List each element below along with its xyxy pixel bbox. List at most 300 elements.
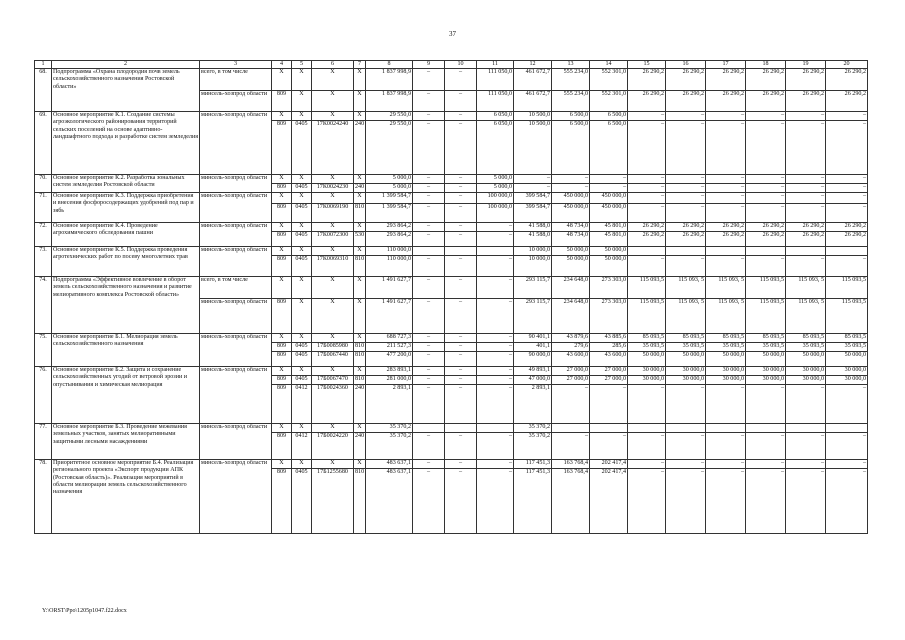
- value-cell: 0405: [292, 352, 312, 367]
- value-cell: 115 093,5: [628, 277, 666, 299]
- value-cell: –: [706, 385, 746, 424]
- value-cell: –: [445, 175, 477, 184]
- value-cell: 163 768,4: [552, 460, 590, 469]
- value-cell: –: [706, 112, 746, 121]
- value-cell: [826, 247, 868, 256]
- value-cell: –: [666, 175, 706, 184]
- value-cell: 0405: [292, 184, 312, 193]
- value-cell: 26 290,2: [746, 232, 786, 247]
- value-cell: 809: [272, 91, 292, 112]
- value-cell: –: [746, 204, 786, 223]
- value-cell: 50 000,0: [628, 352, 666, 367]
- value-cell: –: [445, 277, 477, 299]
- table-row: [35, 460, 868, 469]
- value-cell: 0412: [292, 385, 312, 424]
- value-cell: –: [413, 184, 445, 193]
- measure-name-cell: Основное мероприятие Б.2. Защита и сохранение сельскохозяйственных угодий от ветровой эрозии и опустынивания и химическая мелиорация: [52, 367, 200, 424]
- value-cell: –: [746, 469, 786, 534]
- value-cell: 45 801,0: [590, 232, 628, 247]
- value-cell: 810: [354, 352, 366, 367]
- value-cell: –: [413, 277, 445, 299]
- value-cell: 0405: [292, 121, 312, 175]
- value-cell: –: [413, 256, 445, 277]
- value-cell: 1 399 584,7: [366, 193, 413, 204]
- value-cell: –: [786, 433, 826, 460]
- value-cell: –: [826, 385, 868, 424]
- value-cell: –: [706, 256, 746, 277]
- value-cell: –: [413, 112, 445, 121]
- value-cell: 115 093,5: [746, 299, 786, 334]
- value-cell: 1 491 627,7: [366, 277, 413, 299]
- value-cell: –: [413, 121, 445, 175]
- value-cell: 117 451,3: [514, 469, 552, 534]
- column-header: 17: [706, 61, 746, 69]
- value-cell: –: [413, 223, 445, 232]
- column-header: 5: [292, 61, 312, 69]
- value-cell: 234 648,0: [552, 277, 590, 299]
- column-header: 12: [514, 61, 552, 69]
- value-cell: 240: [354, 385, 366, 424]
- value-cell: 26 290,2: [786, 223, 826, 232]
- value-cell: –: [477, 376, 514, 385]
- executor-cell: минсель-хозпрод области: [200, 334, 272, 367]
- column-header: 18: [746, 61, 786, 69]
- value-cell: 17К0024230: [312, 184, 354, 193]
- value-cell: 26 290,2: [826, 69, 868, 91]
- value-cell: 27 000,0: [590, 376, 628, 385]
- value-cell: –: [826, 184, 868, 193]
- value-cell: –: [628, 469, 666, 534]
- value-cell: –: [477, 367, 514, 376]
- value-cell: 115 093,5: [826, 299, 868, 334]
- value-cell: 110 000,0: [366, 247, 413, 256]
- value-cell: Х: [354, 223, 366, 232]
- value-cell: –: [445, 376, 477, 385]
- table-row: [35, 277, 868, 299]
- value-cell: 810: [354, 204, 366, 223]
- value-cell: 100 000,0: [477, 193, 514, 204]
- value-cell: –: [826, 256, 868, 277]
- value-cell: 90 000,0: [514, 352, 552, 367]
- value-cell: Х: [272, 460, 292, 469]
- value-cell: –: [628, 460, 666, 469]
- value-cell: 26 290,2: [666, 69, 706, 91]
- value-cell: 26 290,2: [706, 232, 746, 247]
- value-cell: –: [477, 460, 514, 469]
- value-cell: 115 093, 5: [666, 277, 706, 299]
- value-cell: 35 093,5: [628, 343, 666, 352]
- value-cell: –: [666, 385, 706, 424]
- value-cell: –: [445, 69, 477, 91]
- table-header-row: [35, 61, 868, 69]
- table-row: [35, 193, 868, 204]
- value-cell: 809: [272, 299, 292, 334]
- value-cell: Х: [354, 277, 366, 299]
- value-cell: 50 000,0: [706, 352, 746, 367]
- value-cell: –: [826, 469, 868, 534]
- value-cell: 30 000,0: [786, 376, 826, 385]
- value-cell: 240: [354, 433, 366, 460]
- value-cell: [477, 424, 514, 433]
- row-number-cell: 72.: [35, 223, 52, 247]
- value-cell: 115 093, 5: [706, 277, 746, 299]
- executor-cell: минсель-хозпрод области: [200, 193, 272, 223]
- value-cell: –: [477, 433, 514, 460]
- value-cell: 30 000,0: [706, 367, 746, 376]
- value-cell: Х: [272, 367, 292, 376]
- value-cell: 50 000,0: [666, 352, 706, 367]
- value-cell: 41 588,0: [514, 232, 552, 247]
- value-cell: –: [445, 232, 477, 247]
- value-cell: –: [826, 460, 868, 469]
- value-cell: Х: [292, 69, 312, 91]
- value-cell: –: [413, 232, 445, 247]
- value-cell: 688 727,3: [366, 334, 413, 343]
- row-number-cell: 70.: [35, 175, 52, 193]
- value-cell: 26 290,2: [746, 69, 786, 91]
- value-cell: 283 893,1: [366, 367, 413, 376]
- value-cell: Х: [272, 175, 292, 184]
- row-number-cell: 76.: [35, 367, 52, 424]
- value-cell: Х: [354, 69, 366, 91]
- value-cell: 281 000,0: [366, 376, 413, 385]
- value-cell: 41 588,0: [514, 223, 552, 232]
- value-cell: 6 050,0: [477, 112, 514, 121]
- measure-name-cell: Основное мероприятие К.1. Создание системы агроэкологического районирования территорий сельских поселений на основе адаптивно-ландшафтного подхода и разработке систем земледелия: [52, 112, 200, 175]
- value-cell: –: [746, 460, 786, 469]
- value-cell: 30 000,0: [746, 367, 786, 376]
- value-cell: 555 234,0: [552, 91, 590, 112]
- measure-name-cell: Подпрограмма «Охрана плодородия почв земель сельскохозяйственного назначения Ростовской области»: [52, 69, 200, 112]
- value-cell: 810: [354, 376, 366, 385]
- row-number-cell: 77.: [35, 424, 52, 460]
- value-cell: 85 093,5: [746, 334, 786, 343]
- value-cell: 35 093,5: [826, 343, 868, 352]
- value-cell: –: [786, 112, 826, 121]
- value-cell: Х: [312, 424, 354, 433]
- value-cell: 35 370,2: [366, 424, 413, 433]
- value-cell: Х: [354, 299, 366, 334]
- value-cell: –: [826, 121, 868, 175]
- value-cell: Х: [312, 334, 354, 343]
- value-cell: –: [666, 460, 706, 469]
- value-cell: 0405: [292, 204, 312, 223]
- value-cell: –: [666, 121, 706, 175]
- value-cell: –: [445, 184, 477, 193]
- executor-cell: минсель-хозпрод области: [200, 112, 272, 175]
- executor-cell: минсель-хозпрод области: [200, 91, 272, 112]
- value-cell: [746, 424, 786, 433]
- value-cell: –: [826, 193, 868, 204]
- measure-name-cell: Подпрограмма «Эффективное вовлечение в оборот земель сельскохозяйственного назначения и развитие мелиоративного комплекса Ростовской области»: [52, 277, 200, 334]
- value-cell: [666, 424, 706, 433]
- value-cell: Х: [312, 112, 354, 121]
- value-cell: 26 290,2: [666, 91, 706, 112]
- value-cell: –: [445, 469, 477, 534]
- table-row: [35, 424, 868, 433]
- value-cell: 450 000,0: [552, 204, 590, 223]
- value-cell: 0412: [292, 433, 312, 460]
- value-cell: 30 000,0: [666, 376, 706, 385]
- value-cell: –: [445, 299, 477, 334]
- table-row: [35, 367, 868, 376]
- value-cell: –: [445, 460, 477, 469]
- value-cell: 50 000,0: [552, 247, 590, 256]
- value-cell: –: [413, 175, 445, 184]
- value-cell: –: [445, 112, 477, 121]
- value-cell: Х: [354, 175, 366, 184]
- value-cell: –: [786, 121, 826, 175]
- value-cell: 10 000,0: [514, 256, 552, 277]
- value-cell: 17Б0024360: [312, 385, 354, 424]
- value-cell: Х: [272, 112, 292, 121]
- value-cell: 6 500,0: [590, 112, 628, 121]
- table-row: [35, 69, 868, 91]
- measure-name-cell: Приоритетное основное мероприятие Б.4. Реализация регионального проекта «Экспорт продукции АПК (Ростовская область)». Реализация мероприятий в области мелиорации земель сельскохозяйственного назначения: [52, 460, 200, 534]
- value-cell: 26 290,2: [826, 223, 868, 232]
- value-cell: –: [786, 385, 826, 424]
- value-cell: 29 550,0: [366, 121, 413, 175]
- value-cell: –: [445, 91, 477, 112]
- value-cell: 211 527,3: [366, 343, 413, 352]
- value-cell: 27 000,0: [552, 367, 590, 376]
- budget-table: [34, 60, 868, 534]
- value-cell: 26 290,2: [706, 69, 746, 91]
- value-cell: 30 000,0: [706, 376, 746, 385]
- value-cell: –: [445, 367, 477, 376]
- value-cell: 111 050,0: [477, 91, 514, 112]
- value-cell: Х: [292, 277, 312, 299]
- value-cell: Х: [354, 247, 366, 256]
- value-cell: 17К0069190: [312, 204, 354, 223]
- value-cell: 85 093,5: [666, 334, 706, 343]
- column-header: 16: [666, 61, 706, 69]
- value-cell: 17Б0067470: [312, 376, 354, 385]
- value-cell: 163 768,4: [552, 469, 590, 534]
- value-cell: 29 550,0: [366, 112, 413, 121]
- column-header: 15: [628, 61, 666, 69]
- value-cell: 110 000,0: [366, 256, 413, 277]
- value-cell: –: [786, 256, 826, 277]
- value-cell: –: [552, 175, 590, 184]
- value-cell: –: [746, 256, 786, 277]
- column-header: 6: [312, 61, 354, 69]
- value-cell: 26 290,2: [666, 223, 706, 232]
- value-cell: 115 093, 5: [786, 277, 826, 299]
- value-cell: 293 864,2: [366, 223, 413, 232]
- value-cell: 30 000,0: [628, 376, 666, 385]
- value-cell: –: [706, 193, 746, 204]
- value-cell: [826, 424, 868, 433]
- value-cell: –: [590, 175, 628, 184]
- value-cell: 43 600,0: [590, 352, 628, 367]
- value-cell: 43 879,6: [552, 334, 590, 343]
- value-cell: 810: [354, 469, 366, 534]
- value-cell: Х: [272, 69, 292, 91]
- value-cell: 85 093,5: [706, 334, 746, 343]
- value-cell: Х: [354, 193, 366, 204]
- value-cell: Х: [354, 424, 366, 433]
- value-cell: –: [514, 175, 552, 184]
- column-header: 3: [200, 61, 272, 69]
- value-cell: Х: [292, 299, 312, 334]
- value-cell: 450 000,0: [552, 193, 590, 204]
- value-cell: [445, 424, 477, 433]
- value-cell: 461 672,7: [514, 91, 552, 112]
- value-cell: 810: [354, 343, 366, 352]
- value-cell: Х: [292, 223, 312, 232]
- value-cell: [786, 424, 826, 433]
- value-cell: –: [552, 385, 590, 424]
- value-cell: 26 290,2: [786, 232, 826, 247]
- value-cell: –: [826, 204, 868, 223]
- row-number-cell: 75.: [35, 334, 52, 367]
- value-cell: 26 290,2: [746, 223, 786, 232]
- value-cell: 809: [272, 343, 292, 352]
- value-cell: –: [413, 433, 445, 460]
- value-cell: –: [666, 193, 706, 204]
- value-cell: Х: [354, 334, 366, 343]
- executor-cell: минсель-хозпрод области: [200, 247, 272, 277]
- value-cell: [786, 247, 826, 256]
- value-cell: –: [666, 433, 706, 460]
- value-cell: Х: [292, 247, 312, 256]
- table-row: [35, 334, 868, 343]
- value-cell: –: [413, 91, 445, 112]
- column-header: 8: [366, 61, 413, 69]
- value-cell: Х: [292, 424, 312, 433]
- value-cell: –: [628, 385, 666, 424]
- value-cell: 0405: [292, 256, 312, 277]
- value-cell: –: [786, 175, 826, 184]
- value-cell: –: [552, 433, 590, 460]
- value-cell: Х: [272, 223, 292, 232]
- value-cell: 5 000,0: [477, 184, 514, 193]
- value-cell: –: [706, 433, 746, 460]
- value-cell: 1 491 627,7: [366, 299, 413, 334]
- executor-cell: минсель-хозпрод области: [200, 223, 272, 247]
- value-cell: 17Б0085980: [312, 343, 354, 352]
- value-cell: 50 000,0: [826, 352, 868, 367]
- value-cell: 293 115,7: [514, 277, 552, 299]
- value-cell: 30 000,0: [786, 367, 826, 376]
- value-cell: 809: [272, 352, 292, 367]
- value-cell: 26 290,2: [628, 69, 666, 91]
- value-cell: Х: [292, 367, 312, 376]
- value-cell: –: [413, 385, 445, 424]
- value-cell: –: [413, 204, 445, 223]
- value-cell: 26 290,2: [706, 91, 746, 112]
- value-cell: [746, 247, 786, 256]
- value-cell: 30 000,0: [628, 367, 666, 376]
- value-cell: 399 584,7: [514, 193, 552, 204]
- value-cell: 285,6: [590, 343, 628, 352]
- value-cell: 26 290,2: [628, 232, 666, 247]
- value-cell: –: [552, 184, 590, 193]
- value-cell: –: [628, 184, 666, 193]
- value-cell: Х: [312, 69, 354, 91]
- value-cell: 35 370,2: [514, 433, 552, 460]
- value-cell: –: [746, 112, 786, 121]
- value-cell: 809: [272, 256, 292, 277]
- value-cell: –: [590, 184, 628, 193]
- value-cell: 5 000,0: [366, 175, 413, 184]
- value-cell: Х: [292, 193, 312, 204]
- value-cell: 273 303,0: [590, 277, 628, 299]
- value-cell: –: [413, 460, 445, 469]
- value-cell: –: [706, 469, 746, 534]
- measure-name-cell: Основное мероприятие К.5. Поддержка проведения агротехнических работ по посеву многолетних трав: [52, 247, 200, 277]
- value-cell: 809: [272, 232, 292, 247]
- value-cell: Х: [292, 175, 312, 184]
- value-cell: 26 290,2: [628, 91, 666, 112]
- value-cell: 1 837 998,9: [366, 91, 413, 112]
- value-cell: [413, 247, 445, 256]
- value-cell: –: [445, 193, 477, 204]
- value-cell: –: [477, 232, 514, 247]
- value-cell: 552 301,0: [590, 69, 628, 91]
- value-cell: 5 000,0: [477, 175, 514, 184]
- value-cell: –: [445, 334, 477, 343]
- value-cell: 47 000,0: [514, 376, 552, 385]
- value-cell: Х: [354, 112, 366, 121]
- value-cell: 17Б0067440: [312, 352, 354, 367]
- value-cell: 17Б0024220: [312, 433, 354, 460]
- value-cell: 0405: [292, 343, 312, 352]
- value-cell: 6 500,0: [590, 121, 628, 175]
- value-cell: –: [413, 334, 445, 343]
- value-cell: –: [628, 121, 666, 175]
- value-cell: 27 000,0: [552, 376, 590, 385]
- value-cell: Х: [312, 460, 354, 469]
- value-cell: 10 500,0: [514, 121, 552, 175]
- value-cell: 2 893,1: [366, 385, 413, 424]
- value-cell: 35 370,2: [514, 424, 552, 433]
- row-number-cell: 71.: [35, 193, 52, 223]
- value-cell: Х: [272, 334, 292, 343]
- value-cell: 45 801,0: [590, 223, 628, 232]
- value-cell: 50 000,0: [552, 256, 590, 277]
- value-cell: –: [628, 112, 666, 121]
- value-cell: Х: [354, 460, 366, 469]
- value-cell: –: [786, 184, 826, 193]
- measure-name-cell: Основное мероприятие К.2. Разработка зональных систем земледелия Ростовской области: [52, 175, 200, 193]
- value-cell: 293 864,2: [366, 232, 413, 247]
- value-cell: –: [666, 184, 706, 193]
- value-cell: 30 000,0: [746, 376, 786, 385]
- column-header: 7: [354, 61, 366, 69]
- value-cell: 399 584,7: [514, 204, 552, 223]
- value-cell: –: [445, 343, 477, 352]
- value-cell: –: [666, 256, 706, 277]
- value-cell: –: [786, 204, 826, 223]
- row-number-cell: 74.: [35, 277, 52, 334]
- value-cell: 26 290,2: [826, 91, 868, 112]
- value-cell: 85 093,5: [628, 334, 666, 343]
- value-cell: –: [514, 184, 552, 193]
- value-cell: 48 734,0: [552, 223, 590, 232]
- value-cell: –: [413, 469, 445, 534]
- value-cell: 6 500,0: [552, 112, 590, 121]
- value-cell: –: [477, 277, 514, 299]
- value-cell: 17Б1255680: [312, 469, 354, 534]
- value-cell: –: [413, 352, 445, 367]
- value-cell: –: [477, 343, 514, 352]
- value-cell: 240: [354, 121, 366, 175]
- value-cell: 26 290,2: [786, 91, 826, 112]
- executor-cell: минсель-хозпрод области: [200, 299, 272, 334]
- value-cell: –: [413, 367, 445, 376]
